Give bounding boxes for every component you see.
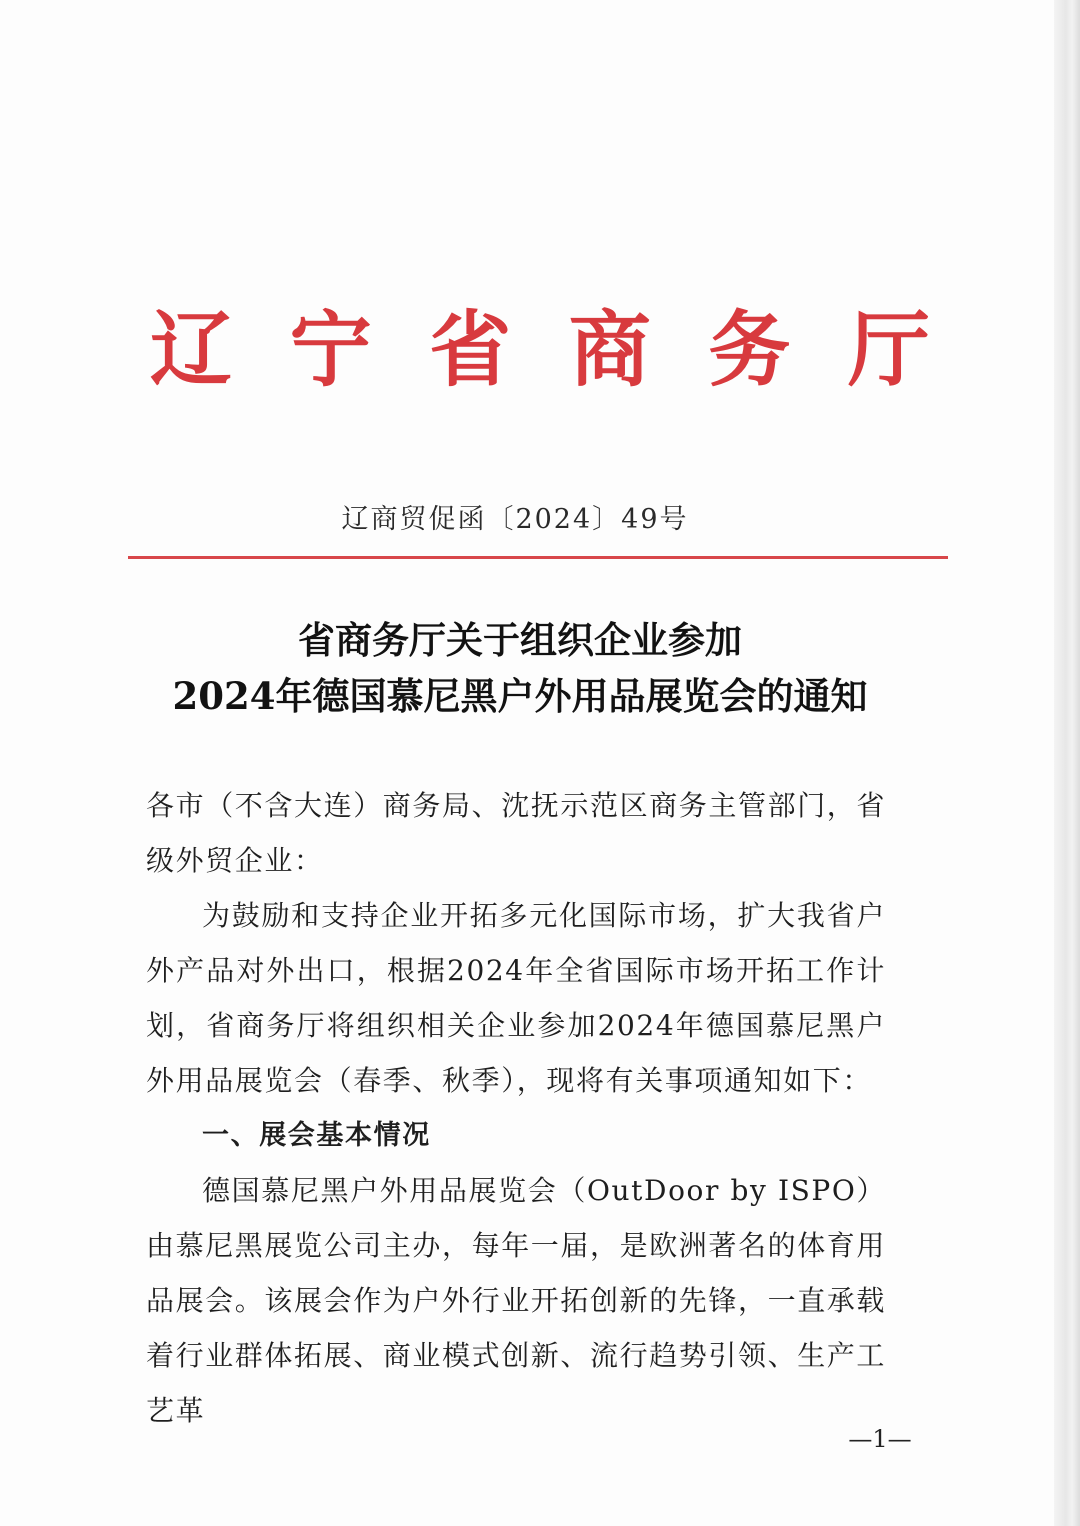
red-divider-rule xyxy=(128,556,948,559)
masthead-char: 务 xyxy=(708,302,791,398)
document-number: 辽商贸促函〔2024〕49号 xyxy=(341,504,689,535)
notice-title xyxy=(100,612,940,724)
masthead-char: 商 xyxy=(568,302,651,398)
scan-edge-shadow xyxy=(1054,0,1080,1526)
masthead-char: 辽 xyxy=(150,302,233,398)
title-line-2: 2024年德国慕尼黑户外用品展览会的通知 xyxy=(172,674,868,718)
salutation: 各市（不含大连）商务局、沈抚示范区商务主管部门，省级外贸企业： xyxy=(146,789,887,877)
masthead-char: 宁 xyxy=(289,302,372,398)
masthead xyxy=(150,300,930,400)
paragraph-intro: 为鼓励和支持企业开拓多元化国际市场，扩大我省户外产品对外出口，根据2024年全省国际市场开拓工作计划，省商务厅将组织相关企业参加2024年德国慕尼黑户外用品展览会（春季、秋季），现将有关事项通知如下： xyxy=(146,899,886,1097)
paragraph-exhibition-info: 德国慕尼黑户外用品展览会（OutDoor by ISPO）由慕尼黑展览公司主办，每年一届，是欧洲著名的体育用品展会。该展会作为户外行业开拓创新的先锋，一直承载着行业群体拓展、商业模式创新、流行趋势引领、生产工艺革 xyxy=(146,1174,887,1427)
section-heading: 一、展会基本情况 xyxy=(202,1120,431,1151)
title-line-1: 省商务厅关于组织企业参加 xyxy=(298,618,742,662)
page-number: —1— xyxy=(848,1425,912,1453)
notice-body xyxy=(146,778,886,1438)
masthead-char: 省 xyxy=(429,302,512,398)
masthead-char: 厅 xyxy=(847,302,930,398)
